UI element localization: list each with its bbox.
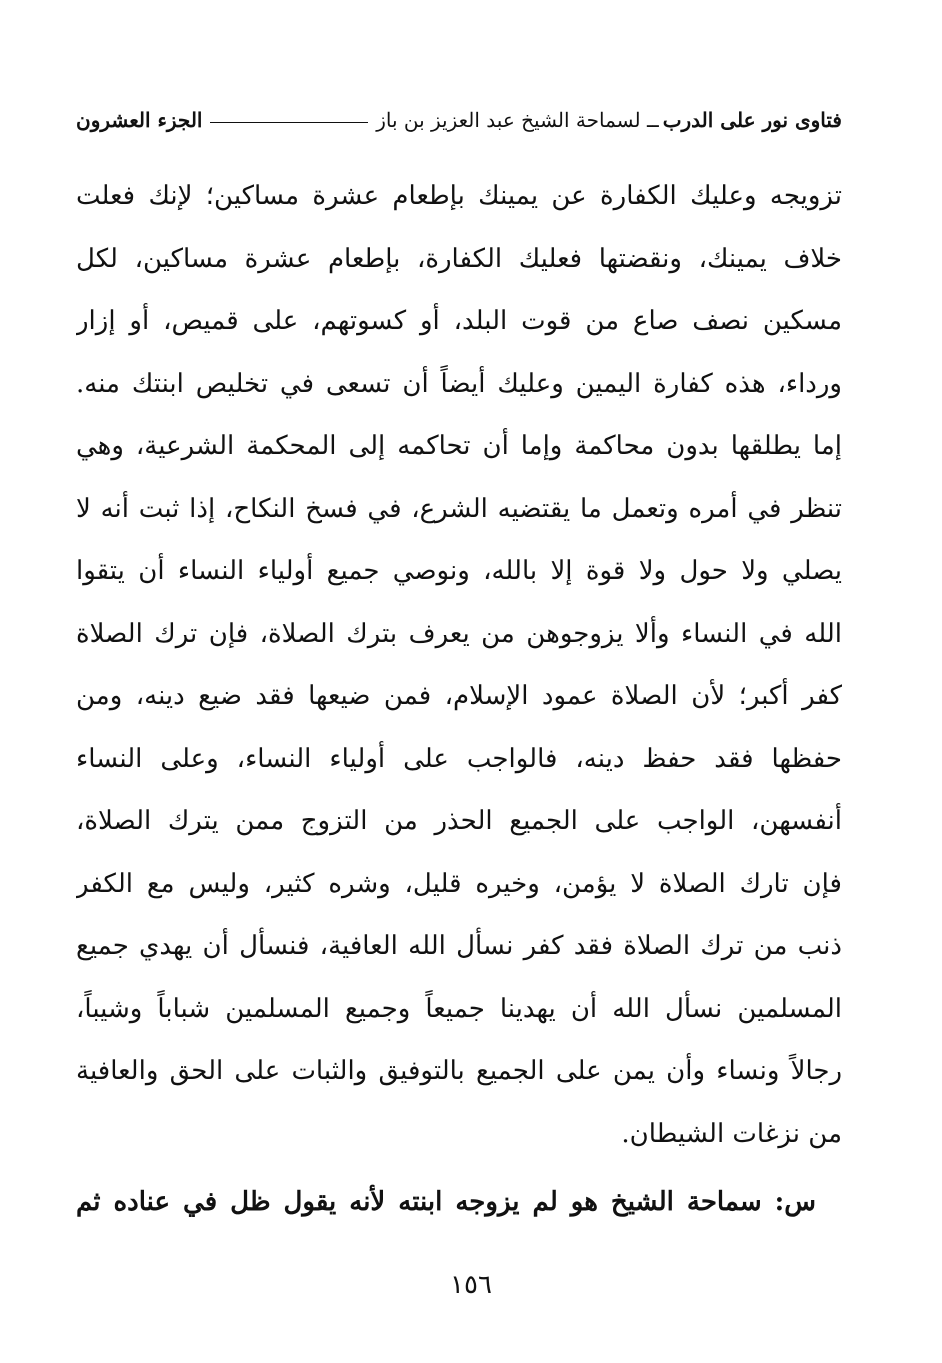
volume-label: الجزء العشرون	[76, 108, 203, 132]
header-rule	[210, 122, 368, 123]
text-line: ذنب من ترك الصلاة فقد كفر نسأل الله العافية، فنسأل أن يهدي جميع	[76, 931, 842, 961]
text-line: من نزغات الشيطان.	[621, 1118, 842, 1149]
text-line: تنظر في أمره وتعمل ما يقتضيه الشرع، في فسخ النكاح، إذا ثبت أنه لا	[76, 493, 842, 524]
running-header	[76, 108, 842, 132]
text-line: خلاف يمينك، ونقضتها فعليك الكفارة، بإطعام عشرة مساكين، لكل	[76, 243, 842, 274]
text-line: رجالاً ونساء وأن يمن على الجميع بالتوفيق والثبات على الحق والعافية	[76, 1056, 842, 1086]
text-line: المسلمين نسأل الله أن يهدينا جميعاً وجميع المسلمين شباباً وشيباً،	[76, 993, 842, 1024]
text-line: ورداء، هذه كفارة اليمين وعليك أيضاً أن تسعى في تخليص ابنتك منه.	[76, 368, 842, 399]
text-line: أنفسهن، الواجب على الجميع الحذر من التزوج ممن يترك الصلاة،	[76, 806, 842, 836]
page-number: ١٥٦	[450, 1270, 492, 1300]
text-line: تزويجه وعليك الكفارة عن يمينك بإطعام عشرة مساكين؛ لإنك فعلت	[76, 181, 842, 211]
text-line: فإن تارك الصلاة لا يؤمن، وخيره قليل، وشره كثير، وليس مع الكفر	[76, 868, 842, 899]
body-text	[76, 165, 842, 1234]
text-line: إما يطلقها بدون محاكمة وإما أن تحاكمه إلى المحكمة الشرعية، وهي	[76, 431, 842, 461]
text-line: يصلي ولا حول ولا قوة إلا بالله، ونوصي جميع أولياء النساء أن يتقوا	[76, 556, 842, 586]
text-line: الله في النساء وألا يزوجوهن من يعرف بترك الصلاة، فإن ترك الصلاة	[76, 618, 842, 649]
question-line: س: سماحة الشيخ هو لم يزوجه ابنته لأنه يقول ظل في عناده ثم	[76, 1187, 816, 1217]
text-line: حفظها فقد حفظ دينه، فالواجب على أولياء النساء، وعلى النساء	[76, 743, 842, 774]
author-name: ــ لسماحة الشيخ عبد العزيز بن باز	[376, 108, 659, 132]
text-line: مسكين نصف صاع من قوت البلد، أو كسوتهم، على قميص، أو إزار	[76, 306, 842, 336]
book-title: فتاوى نور على الدرب	[662, 108, 842, 132]
text-line: كفر أكبر؛ لأن الصلاة عمود الإسلام، فمن ضيعها فقد ضيع دينه، ومن	[76, 681, 842, 711]
